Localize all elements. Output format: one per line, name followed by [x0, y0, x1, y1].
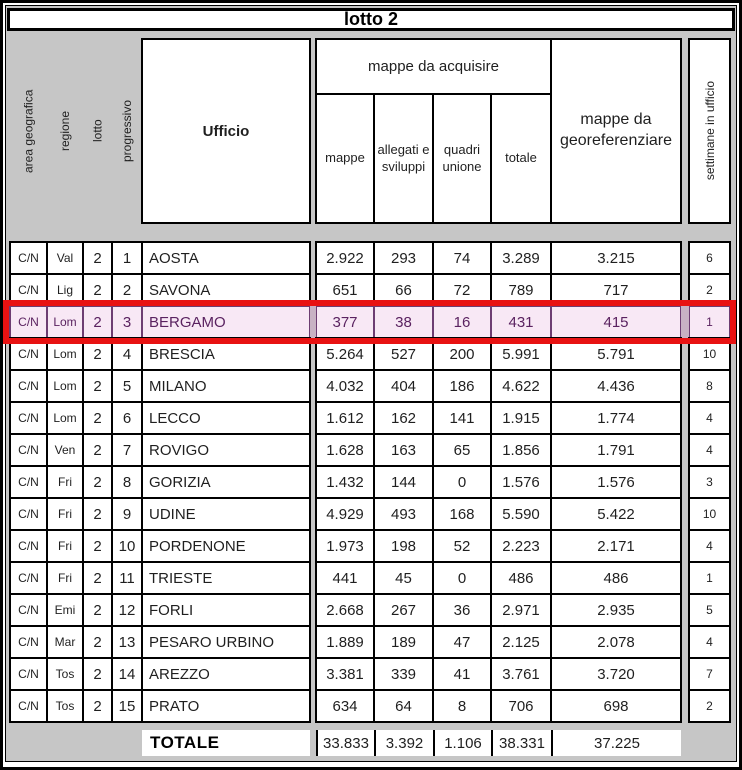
cell-totale: 2.223 — [491, 530, 551, 562]
cell-area: C/N — [10, 690, 47, 722]
cell-allegati: 144 — [374, 466, 433, 498]
cell-mappe: 4.929 — [316, 498, 374, 530]
col-header-lotto: lotto — [90, 119, 105, 143]
cell-area: C/N — [10, 594, 47, 626]
cell-settimane: 3 — [689, 466, 730, 498]
cell-ufficio: PESARO URBINO — [142, 626, 310, 658]
cell-area: C/N — [10, 370, 47, 402]
highlight-gutter — [681, 306, 689, 338]
cell-lotto: 2 — [83, 562, 112, 594]
cell-progressivo: 15 — [112, 690, 142, 722]
cell-lotto: 2 — [83, 530, 112, 562]
cell-quadri: 72 — [433, 274, 491, 306]
col-header-mappe-da-acquisire: mappe da acquisire — [316, 39, 551, 94]
cell-georeferenziare: 486 — [551, 562, 681, 594]
cell-regione: Lig — [47, 274, 83, 306]
cell-lotto: 2 — [83, 306, 112, 338]
cell-totale: 5.991 — [491, 338, 551, 370]
cell-totale: 1.915 — [491, 402, 551, 434]
cell-mappe: 4.032 — [316, 370, 374, 402]
cell-regione: Emi — [47, 594, 83, 626]
cell-progressivo: 6 — [112, 402, 142, 434]
cell-lotto: 2 — [83, 402, 112, 434]
cell-progressivo: 1 — [112, 242, 142, 274]
cell-mappe: 5.264 — [316, 338, 374, 370]
cell-progressivo: 7 — [112, 434, 142, 466]
cell-regione: Fri — [47, 498, 83, 530]
col-header-settimane-in-ufficio — [689, 39, 730, 223]
table-title: lotto 2 — [7, 8, 735, 31]
cell-georeferenziare: 3.215 — [551, 242, 681, 274]
cell-ufficio: UDINE — [142, 498, 310, 530]
cell-settimane: 4 — [689, 530, 730, 562]
lotto-table — [10, 39, 736, 756]
cell-allegati: 189 — [374, 626, 433, 658]
highlight-gutter — [310, 306, 316, 338]
cell-ufficio: FORLI — [142, 594, 310, 626]
cell-settimane: 4 — [689, 626, 730, 658]
cell-totale: 706 — [491, 690, 551, 722]
cell-mappe: 1.432 — [316, 466, 374, 498]
cell-lotto: 2 — [83, 594, 112, 626]
cell-settimane: 1 — [689, 306, 730, 338]
cell-lotto: 2 — [83, 274, 112, 306]
cell-settimane: 1 — [689, 562, 730, 594]
cell-totale: 3.761 — [491, 658, 551, 690]
col-header-progressivo: progressivo — [120, 99, 134, 163]
cell-quadri: 0 — [433, 562, 491, 594]
cell-quadri: 0 — [433, 466, 491, 498]
cell-allegati: 493 — [374, 498, 433, 530]
settimane-header-label: settimane in ufficio — [702, 81, 717, 181]
cell-mappe: 1.973 — [316, 530, 374, 562]
cell-quadri: 74 — [433, 242, 491, 274]
cell-quadri: 65 — [433, 434, 491, 466]
cell-quadri: 168 — [433, 498, 491, 530]
cell-area: C/N — [10, 658, 47, 690]
cell-allegati: 163 — [374, 434, 433, 466]
cell-settimane: 4 — [689, 434, 730, 466]
cell-totale: 3.289 — [491, 242, 551, 274]
cell-settimane: 10 — [689, 498, 730, 530]
col-header-totale: totale — [491, 94, 551, 223]
cell-regione: Tos — [47, 690, 83, 722]
cell-regione: Fri — [47, 530, 83, 562]
cell-georeferenziare: 2.171 — [551, 530, 681, 562]
cell-lotto: 2 — [83, 338, 112, 370]
cell-totale: 5.590 — [491, 498, 551, 530]
cell-mappe: 1.612 — [316, 402, 374, 434]
col-header-mappe-da-georeferenziare: mappe da georeferenziare — [551, 39, 681, 223]
cell-quadri: 141 — [433, 402, 491, 434]
cell-georeferenziare: 1.576 — [551, 466, 681, 498]
cell-quadri: 8 — [433, 690, 491, 722]
cell-allegati: 339 — [374, 658, 433, 690]
cell-georeferenziare: 3.720 — [551, 658, 681, 690]
total-quadri: 1.106 — [433, 730, 491, 756]
cell-allegati: 38 — [374, 306, 433, 338]
cell-progressivo: 4 — [112, 338, 142, 370]
cell-regione: Mar — [47, 626, 83, 658]
cell-area: C/N — [10, 530, 47, 562]
cell-georeferenziare: 5.422 — [551, 498, 681, 530]
cell-allegati: 45 — [374, 562, 433, 594]
cell-allegati: 66 — [374, 274, 433, 306]
cell-mappe: 634 — [316, 690, 374, 722]
cell-progressivo: 3 — [112, 306, 142, 338]
cell-mappe: 441 — [316, 562, 374, 594]
cell-regione: Ven — [47, 434, 83, 466]
col-header-quadri-unione: quadri unione — [433, 94, 491, 223]
cell-progressivo: 9 — [112, 498, 142, 530]
cell-regione: Fri — [47, 466, 83, 498]
cell-mappe: 651 — [316, 274, 374, 306]
cell-lotto: 2 — [83, 626, 112, 658]
cell-ufficio: SAVONA — [142, 274, 310, 306]
total-label: TOTALE — [142, 730, 310, 756]
cell-mappe: 377 — [316, 306, 374, 338]
cell-area: C/N — [10, 434, 47, 466]
cell-ufficio: AREZZO — [142, 658, 310, 690]
cell-lotto: 2 — [83, 370, 112, 402]
cell-georeferenziare: 5.791 — [551, 338, 681, 370]
cell-lotto: 2 — [83, 658, 112, 690]
table-area — [5, 5, 737, 762]
cell-area: C/N — [10, 562, 47, 594]
cell-settimane: 7 — [689, 658, 730, 690]
cell-allegati: 162 — [374, 402, 433, 434]
cell-ufficio: AOSTA — [142, 242, 310, 274]
cell-progressivo: 5 — [112, 370, 142, 402]
cell-area: C/N — [10, 498, 47, 530]
cell-ufficio: ROVIGO — [142, 434, 310, 466]
cell-mappe: 1.889 — [316, 626, 374, 658]
total-mappe: 33.833 — [316, 730, 374, 756]
cell-ufficio: PRATO — [142, 690, 310, 722]
cell-totale: 1.856 — [491, 434, 551, 466]
cell-allegati: 198 — [374, 530, 433, 562]
cell-quadri: 52 — [433, 530, 491, 562]
cell-quadri: 47 — [433, 626, 491, 658]
cell-regione: Lom — [47, 338, 83, 370]
cell-ufficio: TRIESTE — [142, 562, 310, 594]
cell-quadri: 200 — [433, 338, 491, 370]
cell-georeferenziare: 698 — [551, 690, 681, 722]
col-header-regione: regione — [58, 110, 72, 152]
cell-lotto: 2 — [83, 434, 112, 466]
cell-area: C/N — [10, 402, 47, 434]
cell-totale: 431 — [491, 306, 551, 338]
cell-allegati: 64 — [374, 690, 433, 722]
cell-settimane: 8 — [689, 370, 730, 402]
cell-allegati: 267 — [374, 594, 433, 626]
cell-ufficio: LECCO — [142, 402, 310, 434]
cell-area: C/N — [10, 466, 47, 498]
cell-georeferenziare: 1.774 — [551, 402, 681, 434]
cell-lotto: 2 — [83, 466, 112, 498]
cell-totale: 2.125 — [491, 626, 551, 658]
cell-progressivo: 10 — [112, 530, 142, 562]
cell-regione: Val — [47, 242, 83, 274]
cell-totale: 2.971 — [491, 594, 551, 626]
cell-mappe: 1.628 — [316, 434, 374, 466]
total-georeferenziare: 37.225 — [551, 730, 681, 756]
cell-settimane: 5 — [689, 594, 730, 626]
cell-settimane: 10 — [689, 338, 730, 370]
cell-lotto: 2 — [83, 498, 112, 530]
cell-quadri: 41 — [433, 658, 491, 690]
cell-ufficio: MILANO — [142, 370, 310, 402]
cell-quadri: 186 — [433, 370, 491, 402]
cell-settimane: 2 — [689, 690, 730, 722]
cell-progressivo: 8 — [112, 466, 142, 498]
cell-progressivo: 11 — [112, 562, 142, 594]
cell-allegati: 404 — [374, 370, 433, 402]
col-header-area-geografica: area geografica — [21, 89, 36, 173]
cell-mappe: 2.922 — [316, 242, 374, 274]
cell-ufficio: BERGAMO — [142, 306, 310, 338]
cell-area: C/N — [10, 242, 47, 274]
cell-area: C/N — [10, 338, 47, 370]
cell-regione: Lom — [47, 306, 83, 338]
cell-georeferenziare: 4.436 — [551, 370, 681, 402]
cell-mappe: 3.381 — [316, 658, 374, 690]
cell-regione: Lom — [47, 402, 83, 434]
cell-allegati: 293 — [374, 242, 433, 274]
cell-regione: Fri — [47, 562, 83, 594]
cell-georeferenziare: 2.935 — [551, 594, 681, 626]
cell-mappe: 2.668 — [316, 594, 374, 626]
cell-georeferenziare: 415 — [551, 306, 681, 338]
cell-settimane: 4 — [689, 402, 730, 434]
cell-settimane: 6 — [689, 242, 730, 274]
cell-progressivo: 13 — [112, 626, 142, 658]
cell-totale: 486 — [491, 562, 551, 594]
cell-totale: 4.622 — [491, 370, 551, 402]
cell-allegati: 527 — [374, 338, 433, 370]
cell-georeferenziare: 717 — [551, 274, 681, 306]
cell-totale: 789 — [491, 274, 551, 306]
col-header-allegati-e-sviluppi: allegati e sviluppi — [374, 94, 433, 223]
cell-area: C/N — [10, 306, 47, 338]
cell-area: C/N — [10, 626, 47, 658]
cell-georeferenziare: 1.791 — [551, 434, 681, 466]
cell-progressivo: 14 — [112, 658, 142, 690]
col-header-mappe: mappe — [316, 94, 374, 223]
total-allegati: 3.392 — [374, 730, 433, 756]
cell-quadri: 16 — [433, 306, 491, 338]
cell-regione: Tos — [47, 658, 83, 690]
cell-regione: Lom — [47, 370, 83, 402]
cell-progressivo: 12 — [112, 594, 142, 626]
cell-area: C/N — [10, 274, 47, 306]
cell-ufficio: BRESCIA — [142, 338, 310, 370]
cell-lotto: 2 — [83, 242, 112, 274]
cell-georeferenziare: 2.078 — [551, 626, 681, 658]
cell-quadri: 36 — [433, 594, 491, 626]
cell-lotto: 2 — [83, 690, 112, 722]
cell-ufficio: PORDENONE — [142, 530, 310, 562]
total-totale: 38.331 — [491, 730, 551, 756]
cell-progressivo: 2 — [112, 274, 142, 306]
col-header-ufficio: Ufficio — [142, 39, 310, 223]
cell-totale: 1.576 — [491, 466, 551, 498]
cell-ufficio: GORIZIA — [142, 466, 310, 498]
cell-settimane: 2 — [689, 274, 730, 306]
